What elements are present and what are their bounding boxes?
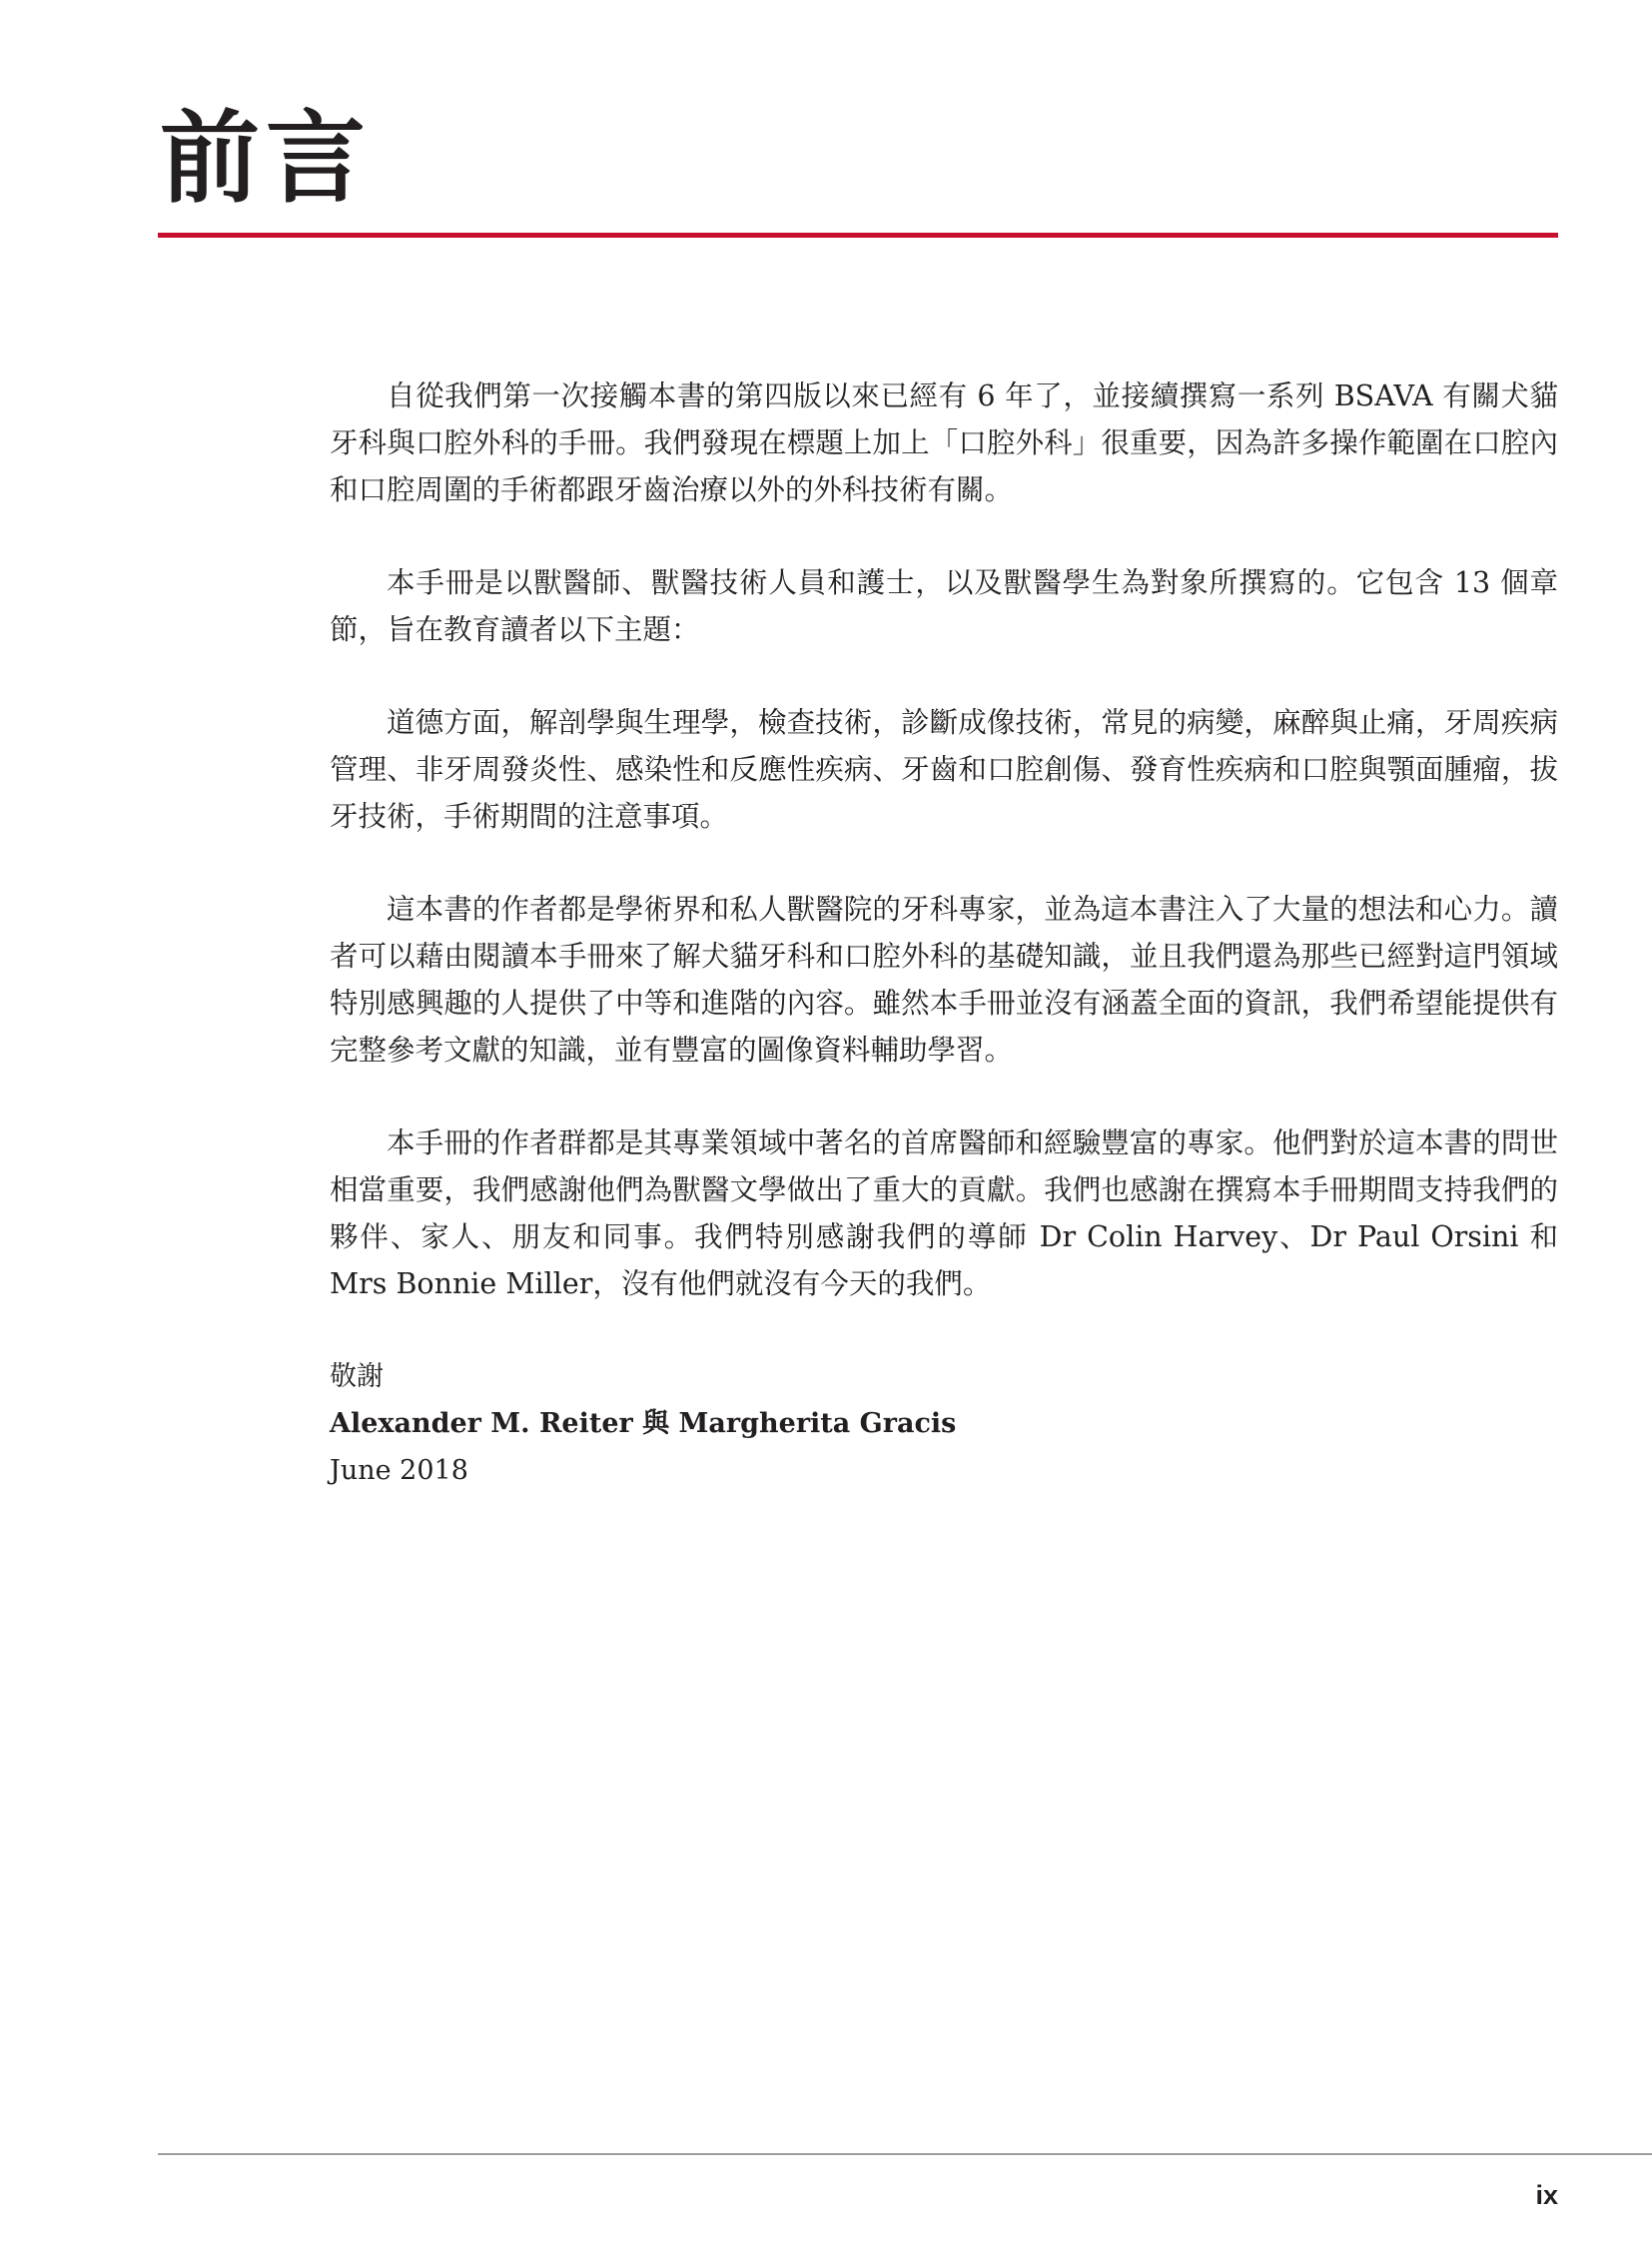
- paragraph-intro: 自從我們第一次接觸本書的第四版以來已經有 6 年了，並接續撰寫一系列 BSAVA 有關犬貓牙科與口腔外科的手冊。我們發現在標題上加上「口腔外科」很重要，因為許多操作範圍在口腔內和口腔周圍的手術都跟牙齒治療以外的外科技術有關。: [330, 379, 1558, 506]
- signoff-date: June 2018: [330, 1455, 468, 1486]
- title-divider: [158, 233, 1558, 238]
- paragraph-topics: 道德方面，解剖學與生理學，檢查技術，診斷成像技術，常見的病變，麻醉與止痛，牙周疾病管理、非牙周發炎性、感染性和反應性疾病、牙齒和口腔創傷、發育性疾病和口腔與顎面腫瘤，拔牙技術，手術期間的注意事項。: [330, 706, 1558, 833]
- preface-body: [330, 373, 1558, 1494]
- paragraph-audience: 本手冊是以獸醫師、獸醫技術人員和護士，以及獸醫學生為對象所撰寫的。它包含 13 個章節，旨在教育讀者以下主題：: [330, 566, 1558, 646]
- page-title: 前言: [160, 99, 372, 217]
- page-number: ix: [1535, 2180, 1558, 2210]
- signoff-authors: Alexander M. Reiter 與 Margherita Gracis: [330, 1408, 957, 1439]
- footer-divider: [158, 2153, 1652, 2155]
- signoff-closing: 敬謝: [330, 1361, 384, 1392]
- signoff-block: [330, 1353, 1558, 1494]
- paragraph-authors: 這本書的作者都是學術界和私人獸醫院的牙科專家，並為這本書注入了大量的想法和心力。讀者可以藉由閱讀本手冊來了解犬貓牙科和口腔外科的基礎知識，並且我們還為那些已經對這門領域特別感興趣的人提供了中等和進階的內容。雖然本手冊並沒有涵蓋全面的資訊，我們希望能提供有完整參考文獻的知識，並有豐富的圖像資料輔助學習。: [330, 893, 1558, 1067]
- paragraph-acknowledgements: 本手冊的作者群都是其專業領域中著名的首席醫師和經驗豐富的專家。他們對於這本書的問世相當重要，我們感謝他們為獸醫文學做出了重大的貢獻。我們也感謝在撰寫本手冊期間支持我們的夥伴、家人、朋友和同事。我們特別感謝我們的導師 Dr Colin Harvey、Dr Paul Orsini 和 Mrs Bonnie Miller，沒有他們就沒有今天的我們。: [330, 1126, 1558, 1300]
